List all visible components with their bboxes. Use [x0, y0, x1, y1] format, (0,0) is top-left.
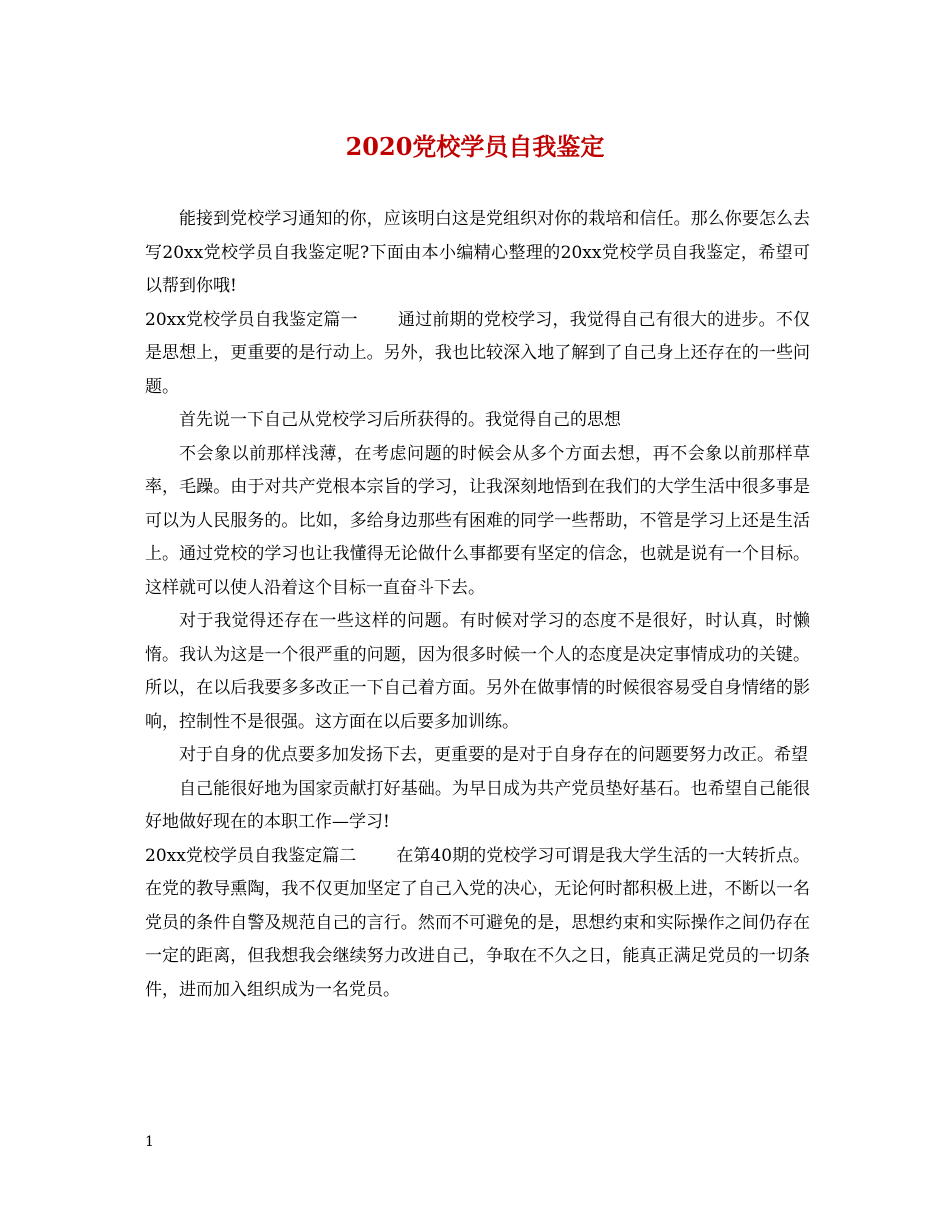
- section-heading-one: 20xx党校学员自我鉴定篇一: [145, 309, 358, 330]
- paragraph-section-one: [145, 304, 810, 405]
- paragraph: 自己能很好地为国家贡献打好基础。为早日成为共产党员垫好基石。也希望自己能很好地做好现在的本职工作—学习!: [145, 778, 810, 832]
- paragraph: 首先说一下自己从党校学习后所获得的。我觉得自己的思想: [179, 410, 621, 430]
- section-two-text: 在第40期的党校学习可谓是我大学生活的一大转折点。在党的教导熏陶，我不仅更加坚定了自己入党的决心，无论何时都积极上进，不断以一名党员的条件自警及规范自己的言行。然而不可避免的是，思想约束和实际操作之间仍存在一定的距离，但我想我会继续努力改进自己，争取在不久之日，能真正满足党员的一切条件，进而加入组织成为一名党员。: [145, 845, 810, 1000]
- paragraph: 不会象以前那样浅薄，在考虑问题的时候会从多个方面去想，再不会象以前那样草率，毛躁。由于对共产党根本宗旨的学习，让我深刻地悟到在我们的大学生活中很多事是可以为人民服务的。比如，多给身边那些有困难的同学一些帮助，不管是学习上还是生活上。通过党校的学习也让我懂得无论做什么事都要有坚定的信念，也就是说有一个目标。这样就可以使人沿着这个目标一直奋斗下去。: [145, 443, 810, 598]
- paragraph-section-two: [145, 840, 810, 1008]
- section-heading-two: 20xx党校学员自我鉴定篇二: [145, 845, 357, 866]
- paragraph: 对于自身的优点要多加发扬下去，更重要的是对于自身存在的问题要努力改正。希望: [179, 745, 808, 765]
- document-title: 2020党校学员自我鉴定: [345, 132, 605, 161]
- page-number: 1: [145, 1134, 154, 1150]
- paragraph: 对于我觉得还存在一些这样的问题。有时候对学习的态度不是很好，时认真，时懒惰。我认为这是一个很严重的问题，因为很多时候一个人的态度是决定事情成功的关键。所以，在以后我要多多改正一下自己着方面。另外在做事情的时候很容易受自身情绪的影响，控制性不是很强。这方面在以后要多加训练。: [145, 611, 810, 732]
- paragraph-intro: 能接到党校学习通知的你，应该明白这是党组织对你的栽培和信任。那么你要怎么去写20xx党校学员自我鉴定呢?下面由本小编精心整理的20xx党校学员自我鉴定，希望可以帮到你哦!: [145, 209, 810, 296]
- document-body: [145, 203, 810, 1007]
- section-one-text: 通过前期的党校学习，我觉得自己有很大的进步。不仅是思想上，更重要的是行动上。另外，我也比较深入地了解到了自己身上还存在的一些问题。: [145, 309, 811, 397]
